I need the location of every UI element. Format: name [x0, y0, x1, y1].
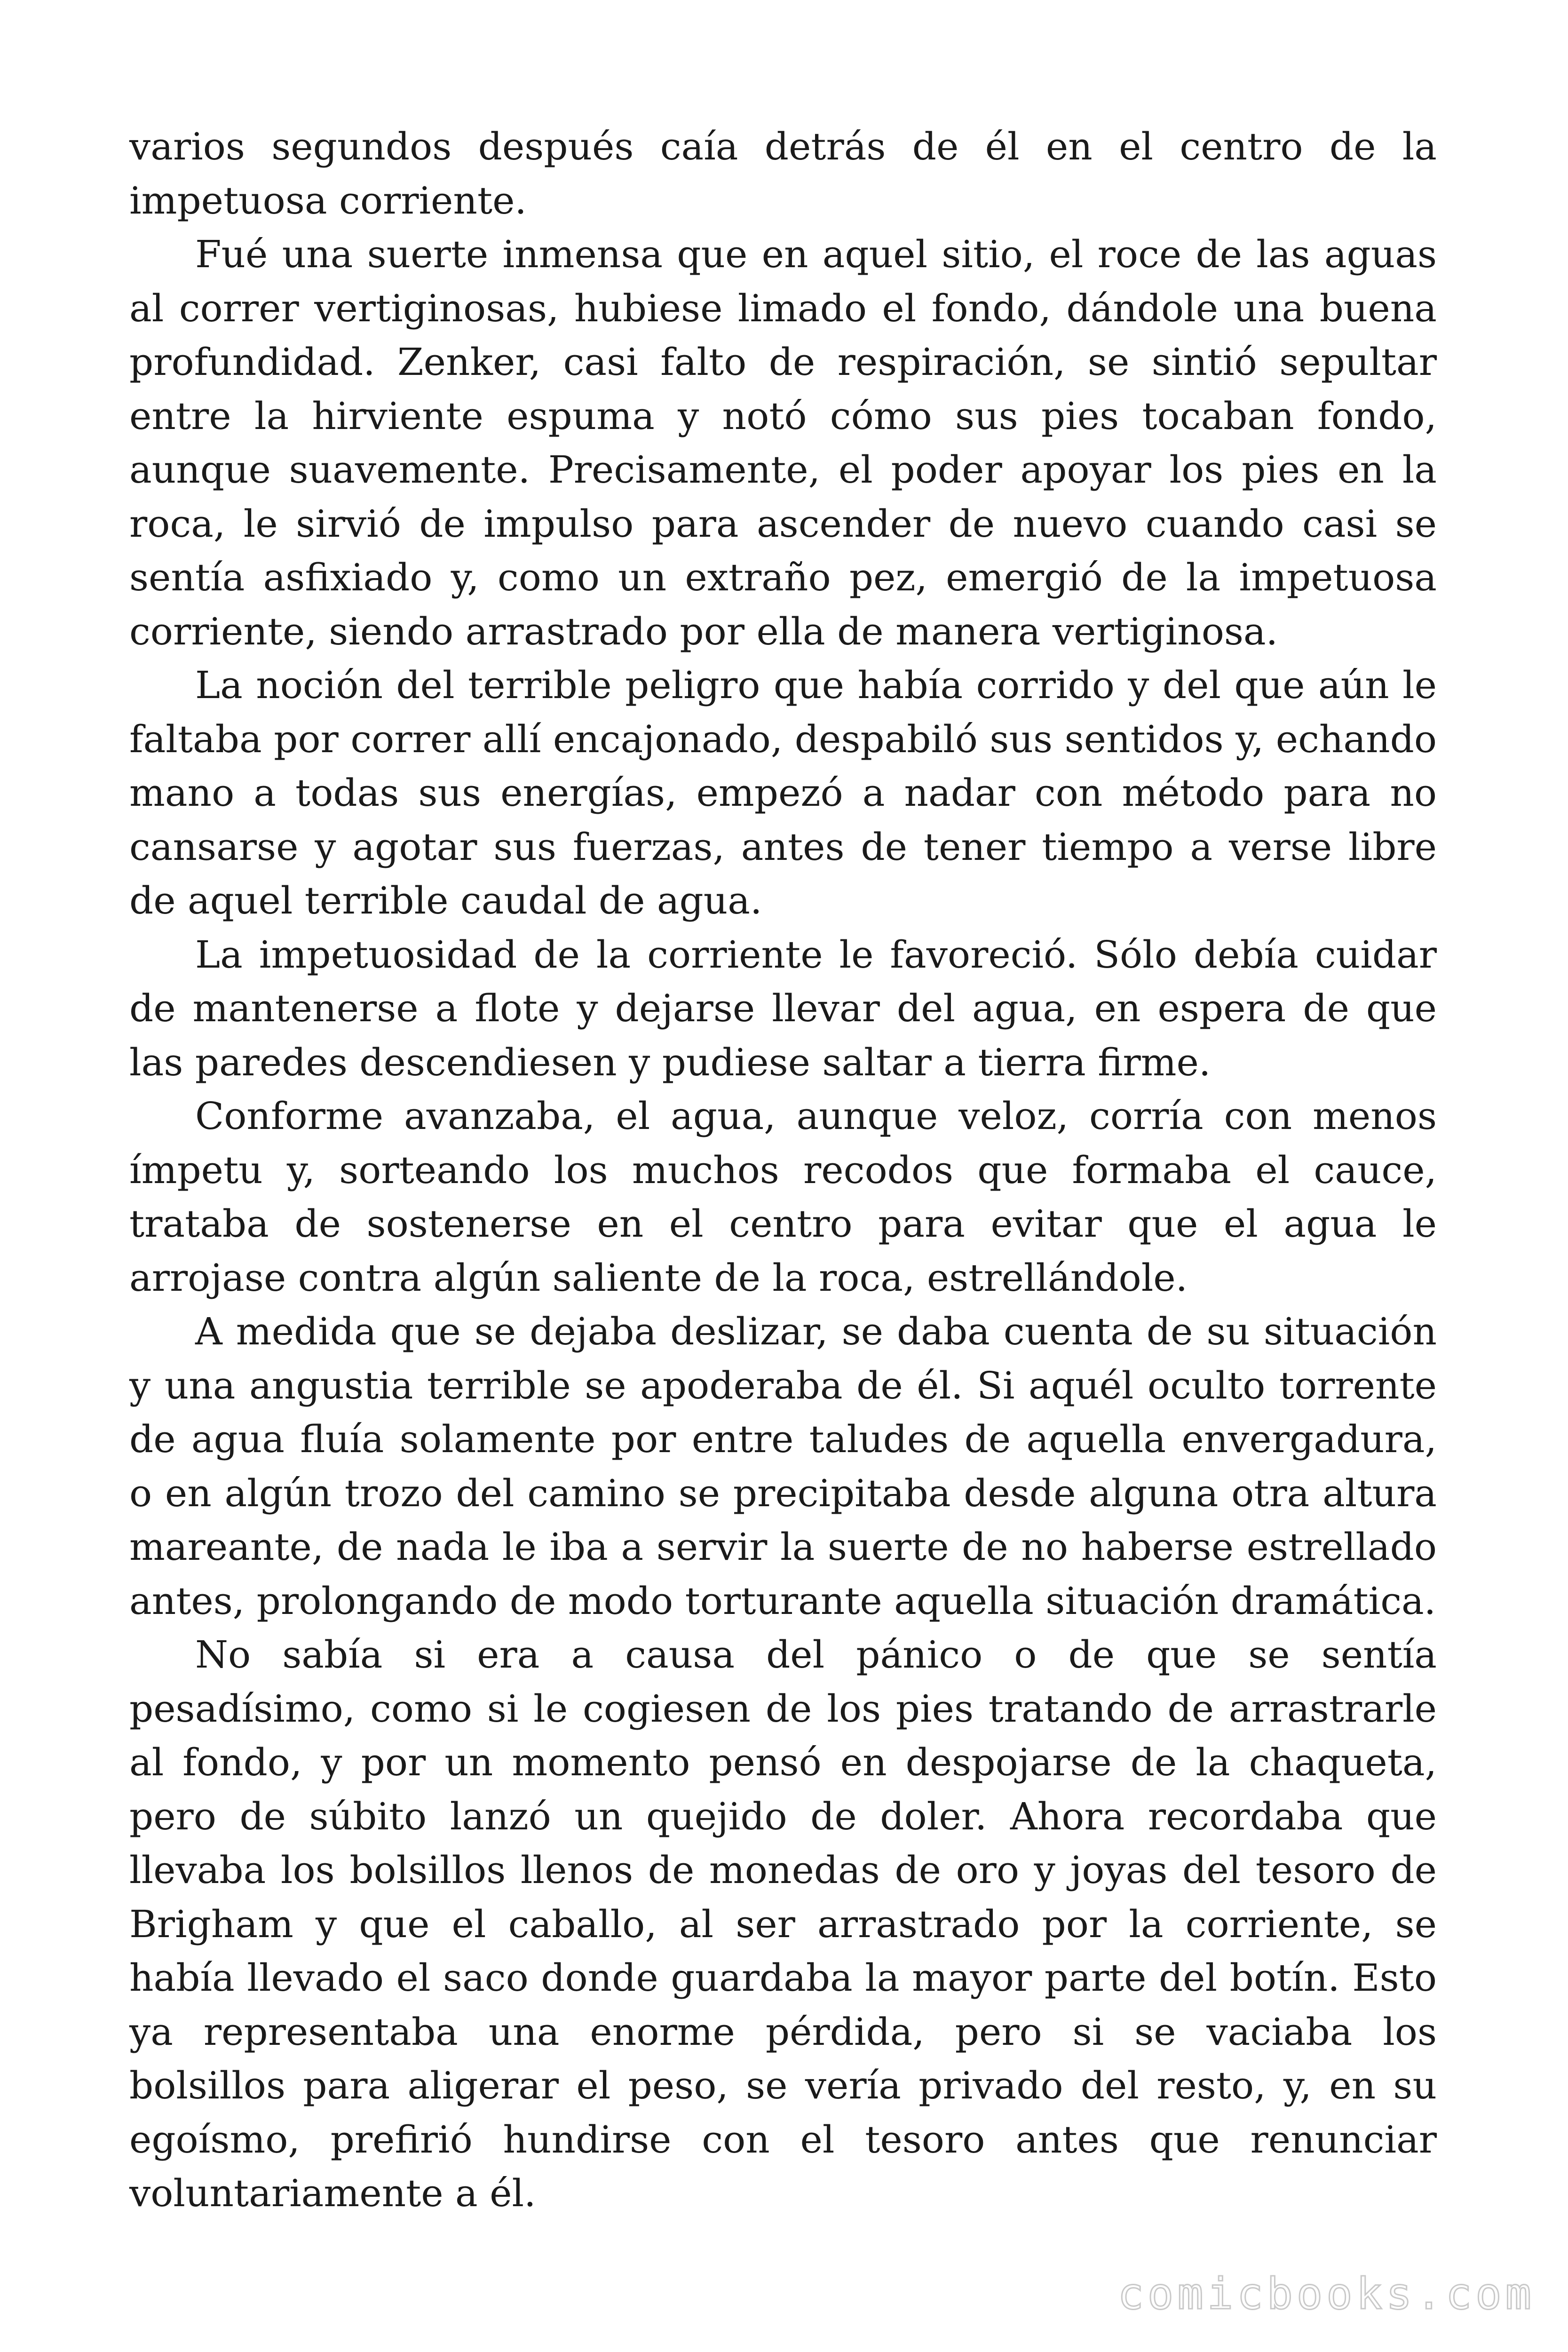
paragraph-3: La noción del terrible peligro que había corrido y del que aún le faltaba por correr allí encajonado, despabiló sus sentidos y, echando mano a todas sus energías, empezó a nadar con método para no cansarse y agotar sus fuerzas, antes de tener tiempo a verse libre de aquel terrible caudal de agua.	[129, 663, 1437, 922]
paragraph-6: A medida que se dejaba deslizar, se daba cuenta de su situación y una angustia terrible se apoderaba de él. Si aquél oculto torrente de agua fluía solamente por entre taludes de aquella envergadura, o en algún trozo del camino se precipitaba desde alguna otra altura mareante, de nada le iba a servir la suerte de no haberse estrellado antes, prolongando de modo torturante aquella situación dramática.	[129, 1310, 1437, 1623]
paragraph-2: Fué una suerte inmensa que en aquel sitio, el roce de las aguas al correr vertiginosas, hubiese limado el fondo, dándole una buena profundidad. Zenker, casi falto de respiración, se sintió sepultar entre la hirviente espuma y notó cómo sus pies tocaban fondo, aunque suavemente. Precisamente, el poder apoyar los pies en la roca, le sirvió de impulso para ascender de nuevo cuando casi se sentía asfixiado y, como un extraño pez, emergió de la impetuosa corriente, siendo arrastrado por ella de manera vertiginosa.	[129, 232, 1437, 653]
body-text	[129, 120, 1437, 2221]
paragraph-1: varios segundos después caía detrás de él en el centro de la impetuosa corriente.	[129, 125, 1437, 222]
site-watermark: comicbooks.com	[1117, 2269, 1535, 2319]
paragraph-4: La impetuosidad de la corriente le favoreció. Sólo debía cuidar de mantenerse a flote y dejarse llevar del agua, en espera de que las paredes descendiesen y pudiese saltar a tierra firme.	[129, 932, 1437, 1084]
paragraph-5: Conforme avanzaba, el agua, aunque veloz, corría con menos ímpetu y, sorteando los muchos recodos que formaba el cauce, trataba de sostenerse en el centro para evitar que el agua le arrojase contra algún saliente de la roca, estrellándole.	[129, 1094, 1437, 1300]
paragraph-7: No sabía si era a causa del pánico o de que se sentía pesadísimo, como si le cogiesen de los pies tratando de arrastrarle al fondo, y por un momento pensó en despojarse de la chaqueta, pero de súbito lanzó un quejido de doler. Ahora recordaba que llevaba los bolsillos llenos de monedas de oro y joyas del tesoro de Brigham y que el caballo, al ser arrastrado por la corriente, se había llevado el saco donde guardaba la mayor parte del botín. Esto ya representaba una enorme pérdida, pero si se vaciaba los bolsillos para aligerar el peso, se vería privado del resto, y, en su egoísmo, prefirió hundirse con el tesoro antes que renunciar voluntariamente a él.	[129, 1633, 1437, 2215]
